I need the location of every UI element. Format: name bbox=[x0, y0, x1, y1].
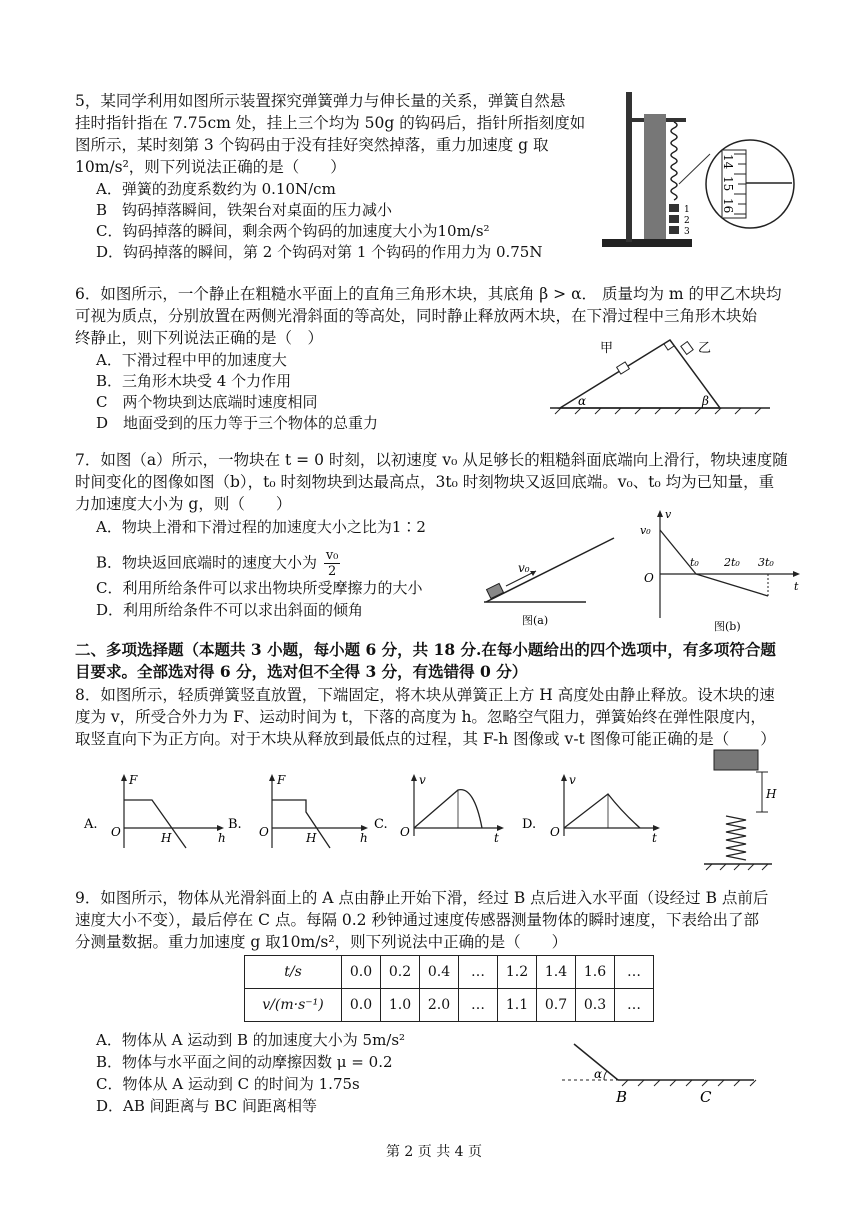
table-row bbox=[245, 989, 654, 1022]
q9-line-3: 分测量数据。重力加速度 g 取10m/s²，则下列说法中正确的是（ ） bbox=[75, 933, 568, 951]
q7-option-c: C．利用所给条件可以求出物块所受摩擦力的大小 bbox=[96, 579, 423, 597]
block-yi-label: 乙 bbox=[698, 341, 712, 356]
table-cell: 0.0 bbox=[342, 989, 381, 1022]
q8-graph-d bbox=[522, 772, 672, 852]
q9-line-2: 速度大小不变），最后停在 C 点。每隔 0.2 秒钟通过速度传感器测量物体的瞬时速度，下表给出了部 bbox=[75, 911, 759, 929]
fig-b-2t0-label: 2t₀ bbox=[724, 556, 740, 569]
graph-a-x-label: h bbox=[218, 831, 226, 845]
table-cell: 0.2 bbox=[381, 956, 420, 989]
q9-option-c: C．物体从 A 运动到 C 的时间为 1.75s bbox=[96, 1075, 360, 1093]
graph-c-letter: C. bbox=[374, 817, 388, 832]
graph-b-h-mark: H bbox=[306, 831, 317, 845]
q6-option-d: D 地面受到的压力等于三个物体的总重力 bbox=[96, 414, 379, 432]
q5-line-1: 5，某同学利用如图所示装置探究弹簧弹力与伸长量的关系，弹簧自然悬 bbox=[75, 92, 566, 110]
graph-c-x-label: t bbox=[494, 831, 499, 845]
q7-line-3: 力加速度大小为 g，则（ ） bbox=[75, 495, 292, 513]
beta-angle-label: β bbox=[702, 394, 709, 408]
q7-figure-a-incline bbox=[474, 530, 624, 630]
graph-a-y-label: F bbox=[129, 773, 138, 787]
alpha-angle-label: α bbox=[578, 394, 587, 408]
table-cell: 1.4 bbox=[537, 956, 576, 989]
graph-a-origin: O bbox=[111, 825, 121, 839]
q9-option-d: D．AB 间距离与 BC 间距离相等 bbox=[96, 1097, 317, 1115]
q6-line-2: 可视为质点，分别放置在两侧光滑斜面的等高处，同时静止释放两木块，在下滑过程中三角形木块始 bbox=[75, 307, 758, 325]
q7-option-b-fraction bbox=[324, 548, 341, 579]
table-header-time: t/s bbox=[245, 956, 342, 989]
table-cell: … bbox=[459, 956, 498, 989]
table-cell: 1.6 bbox=[576, 956, 615, 989]
q7-figure-b-vt-graph bbox=[638, 508, 808, 633]
table-cell: 0.4 bbox=[420, 956, 459, 989]
table-row bbox=[245, 956, 654, 989]
fraction-denominator: 2 bbox=[327, 564, 337, 579]
q7-option-a: A．物块上滑和下滑过程的加速度大小之比为1∶2 bbox=[96, 518, 426, 536]
table-header-velocity: v/(m·s⁻¹) bbox=[245, 989, 342, 1022]
fig-b-t-axis-label: t bbox=[794, 580, 799, 593]
spring-height-label: H bbox=[766, 787, 777, 801]
q6-option-c: C 两个物块到达底端时速度相同 bbox=[96, 393, 318, 411]
fig-a-caption: 图(a) bbox=[522, 614, 549, 627]
scale-label-15: 15 bbox=[721, 176, 735, 192]
table-cell: 1.2 bbox=[498, 956, 537, 989]
q5-option-a: A．弹簧的劲度系数约为 0.10N/cm bbox=[96, 180, 336, 198]
q7-option-d: D．利用所给条件不可以求出斜面的倾角 bbox=[96, 601, 364, 619]
graph-b-y-label: F bbox=[277, 773, 286, 787]
graph-d-x-label: t bbox=[652, 831, 657, 845]
q9-option-b: B．物体与水平面之间的动摩擦因数 μ = 0.2 bbox=[96, 1053, 393, 1071]
scale-label-16: 16 bbox=[721, 198, 735, 214]
graph-d-origin: O bbox=[550, 825, 560, 839]
scale-label-14: 14 bbox=[721, 154, 735, 170]
q6-option-a: A．下滑过程中甲的加速度大 bbox=[96, 351, 287, 369]
table-cell: 0.0 bbox=[342, 956, 381, 989]
fraction-numerator: v₀ bbox=[325, 548, 339, 563]
table-cell: 1.0 bbox=[381, 989, 420, 1022]
graph-a-h-mark: H bbox=[161, 831, 172, 845]
hook-label-2: 2 bbox=[684, 216, 690, 226]
section-2-heading-line-1: 二、多项选择题（本题共 3 小题，每小题 6 分，共 18 分.在每小题给出的四个选项中，有多项符合题 bbox=[75, 640, 776, 659]
q6-triangle-wedge-figure bbox=[540, 320, 780, 420]
q7-line-1: 7．如图（a）所示，一物块在 t = 0 时刻，以初速度 v₀ 从足够长的粗糙斜面底端向上滑行，物块速度随 bbox=[75, 451, 788, 469]
q6-line-1: 6．如图所示，一个静止在粗糙水平面上的直角三角形木块，其底角 β > α． 质量均为 m 的甲乙木块均 bbox=[75, 285, 782, 303]
table-cell: 0.3 bbox=[576, 989, 615, 1022]
fig-b-v0-label: v₀ bbox=[640, 524, 651, 537]
graph-b-origin: O bbox=[259, 825, 269, 839]
fig-b-3t0-label: 3t₀ bbox=[758, 556, 774, 569]
graph-d-y-label: v bbox=[569, 773, 576, 787]
fig-a-v0-label: v₀ bbox=[518, 561, 530, 575]
fig-b-origin-label: O bbox=[644, 571, 654, 585]
q5-line-2: 挂时指针指在 7.75cm 处，挂上三个均为 50g 的钩码后，指针所指刻度如 bbox=[75, 114, 586, 132]
table-cell: 1.1 bbox=[498, 989, 537, 1022]
graph-a-letter: A. bbox=[84, 817, 98, 832]
q9-incline-plane-figure bbox=[556, 1040, 766, 1110]
q8-line-3: 取竖直向下为正方向。对于木块从释放到最低点的过程，其 F-h 图像或 v-t 图像可能正确的是（ ） bbox=[75, 730, 776, 748]
q5-option-d: D．钩码掉落的瞬间，第 2 个钩码对第 1 个钩码的作用力为 0.75N bbox=[96, 243, 543, 261]
q9-line-1: 9．如图所示，物体从光滑斜面上的 A 点由静止开始下滑，经过 B 点后进入水平面（设经过 B 点前后 bbox=[75, 889, 769, 907]
q9-option-a: A．物体从 A 运动到 B 的加速度大小为 5m/s² bbox=[96, 1031, 406, 1049]
point-b-label: B bbox=[616, 1088, 628, 1106]
graph-d-letter: D. bbox=[522, 817, 537, 832]
q7-option-b bbox=[96, 548, 340, 579]
page-footer: 第 2 页 共 4 页 bbox=[385, 1144, 483, 1160]
q8-graph-b bbox=[228, 772, 382, 852]
table-cell: … bbox=[459, 989, 498, 1022]
table-cell: … bbox=[615, 956, 654, 989]
point-c-label: C bbox=[700, 1088, 712, 1106]
q7-option-b-text: B．物块返回底端时的速度大小为 bbox=[96, 553, 318, 572]
table-cell: … bbox=[615, 989, 654, 1022]
q8-line-1: 8．如图所示，轻质弹簧竖直放置，下端固定，将木块从弹簧正上方 H 高度处由静止释放。设木块的速 bbox=[75, 686, 775, 704]
q5-spring-apparatus-figure bbox=[592, 84, 802, 254]
fig-b-v-axis-label: v bbox=[665, 508, 672, 521]
q6-option-b: B．三角形木块受 4 个力作用 bbox=[96, 372, 292, 390]
q8-spring-block-figure bbox=[696, 746, 786, 870]
q5-option-b: B 钩码掉落瞬间，铁架台对桌面的压力减小 bbox=[96, 201, 393, 219]
graph-c-y-label: v bbox=[419, 773, 426, 787]
fig-b-t0-label: t₀ bbox=[690, 556, 699, 569]
q7-line-2: 时间变化的图像如图（b），t₀ 时刻物块到达最高点，3t₀ 时刻物块又返回底端。v₀、t₀ 均为已知量，重 bbox=[75, 473, 775, 491]
graph-c-origin: O bbox=[400, 825, 410, 839]
hook-label-1: 1 bbox=[684, 205, 690, 215]
table-cell: 2.0 bbox=[420, 989, 459, 1022]
section-2-heading-line-2: 目要求。全部选对得 6 分，选对但不全得 3 分，有选错得 0 分） bbox=[75, 662, 528, 681]
q5-line-4: 10m/s²，则下列说法正确的是（ ） bbox=[75, 158, 346, 176]
q8-graph-a bbox=[82, 772, 232, 852]
alpha-angle-label: α bbox=[594, 1067, 603, 1081]
q8-graph-c bbox=[370, 772, 510, 852]
hook-label-3: 3 bbox=[684, 227, 690, 237]
table-cell: 0.7 bbox=[537, 989, 576, 1022]
q5-line-3: 图所示，某时刻第 3 个钩码由于没有挂好突然掉落，重力加速度 g 取 bbox=[75, 136, 549, 154]
q9-measurement-table bbox=[244, 955, 654, 1022]
fig-b-caption: 图(b) bbox=[714, 620, 741, 633]
q8-line-2: 度为 v，所受合外力为 F、运动时间为 t，下落的高度为 h。忽略空气阻力，弹簧始终在弹性限度内， bbox=[75, 708, 766, 726]
graph-b-x-label: h bbox=[360, 831, 368, 845]
q5-option-c: C．钩码掉落的瞬间，剩余两个钩码的加速度大小为10m/s² bbox=[96, 222, 490, 240]
block-jia-label: 甲 bbox=[600, 341, 614, 356]
graph-b-letter: B. bbox=[228, 817, 242, 832]
q6-line-3: 终静止，则下列说法正确的是（ ） bbox=[75, 329, 324, 347]
